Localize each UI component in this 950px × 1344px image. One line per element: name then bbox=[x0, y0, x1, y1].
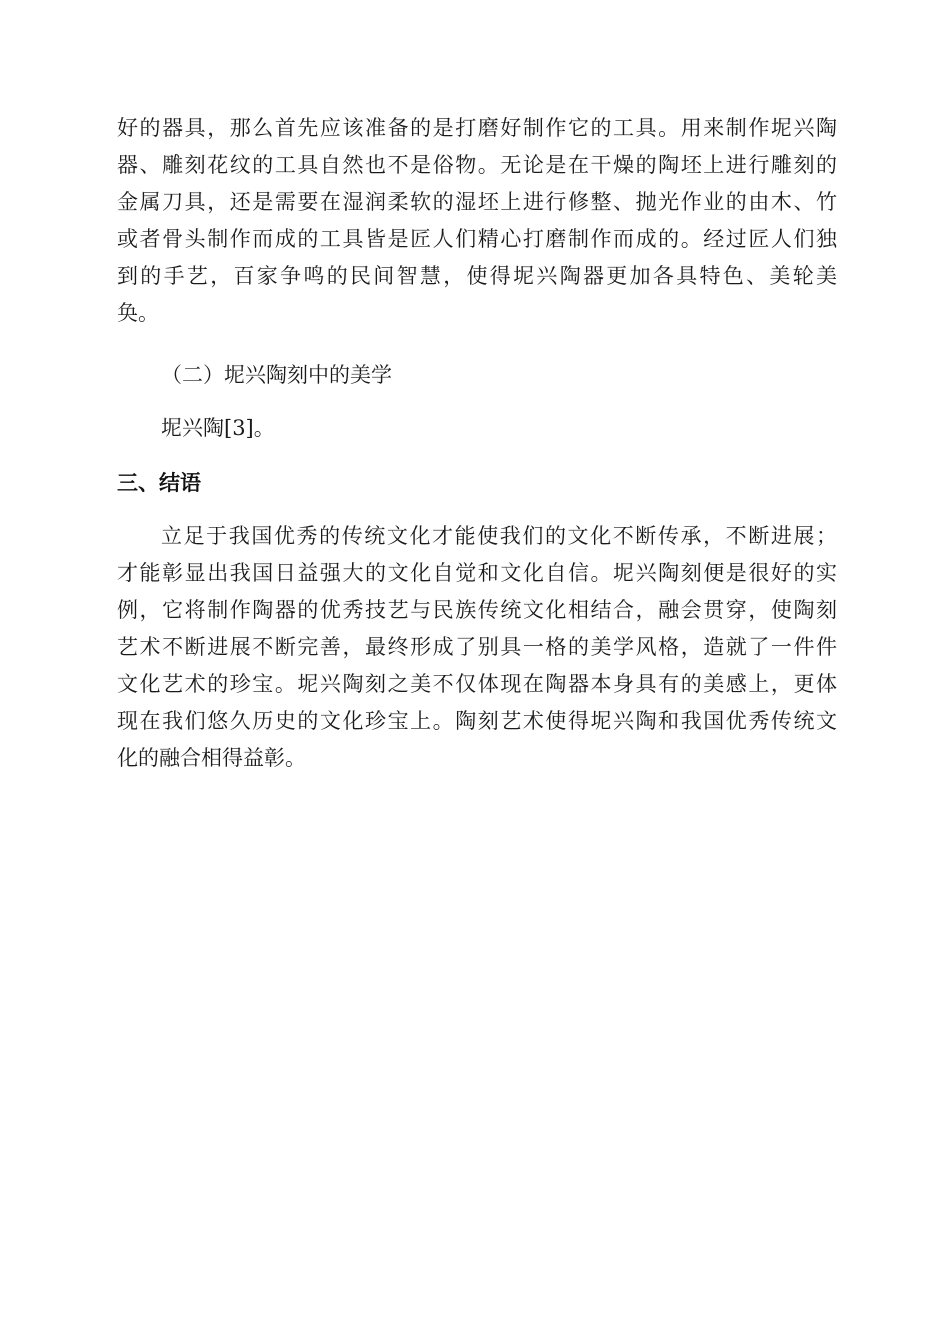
subsection-title: （二）坭兴陶刻中的美学 bbox=[161, 363, 392, 387]
paragraph-continued bbox=[117, 110, 837, 332]
paragraph-line: 文化艺术的珍宝。坭兴陶刻之美不仅体现在陶器本身具有的美感上，更体 bbox=[117, 672, 837, 696]
paragraph-line: 到的手艺，百家争鸣的民间智慧，使得坭兴陶器更加各具特色、美轮美 bbox=[117, 264, 837, 288]
subsection-body: 坭兴陶[3]。 bbox=[161, 416, 275, 440]
paragraph-line: 器、雕刻花纹的工具自然也不是俗物。无论是在干燥的陶坯上进行雕刻的 bbox=[117, 153, 837, 177]
paragraph-line: 才能彰显出我国日益强大的文化自觉和文化自信。坭兴陶刻便是很好的实 bbox=[117, 561, 837, 585]
paragraph-line: 立足于我国优秀的传统文化才能使我们的文化不断传承，不断进展； bbox=[161, 524, 837, 548]
paragraph-line: 好的器具，那么首先应该准备的是打磨好制作它的工具。用来制作坭兴陶 bbox=[117, 116, 837, 140]
paragraph-line: 例，它将制作陶器的优秀技艺与民族传统文化相结合，融会贯穿，使陶刻 bbox=[117, 598, 837, 622]
paragraph-line: 化的融合相得益彰。 bbox=[117, 746, 306, 770]
paragraph-line: 现在我们悠久历史的文化珍宝上。陶刻艺术使得坭兴陶和我国优秀传统文 bbox=[117, 709, 837, 733]
paragraph-line: 或者骨头制作而成的工具皆是匠人们精心打磨制作而成的。经过匠人们独 bbox=[117, 227, 837, 251]
paragraph-line: 艺术不断进展不断完善，最终形成了别具一格的美学风格，造就了一件件 bbox=[117, 635, 837, 659]
conclusion-paragraph bbox=[117, 518, 837, 777]
section-heading: 三、结语 bbox=[117, 471, 201, 495]
paragraph-line: 金属刀具，还是需要在湿润柔软的湿坯上进行修整、抛光作业的由木、竹 bbox=[117, 190, 837, 214]
paragraph-line: 奂。 bbox=[117, 301, 159, 325]
